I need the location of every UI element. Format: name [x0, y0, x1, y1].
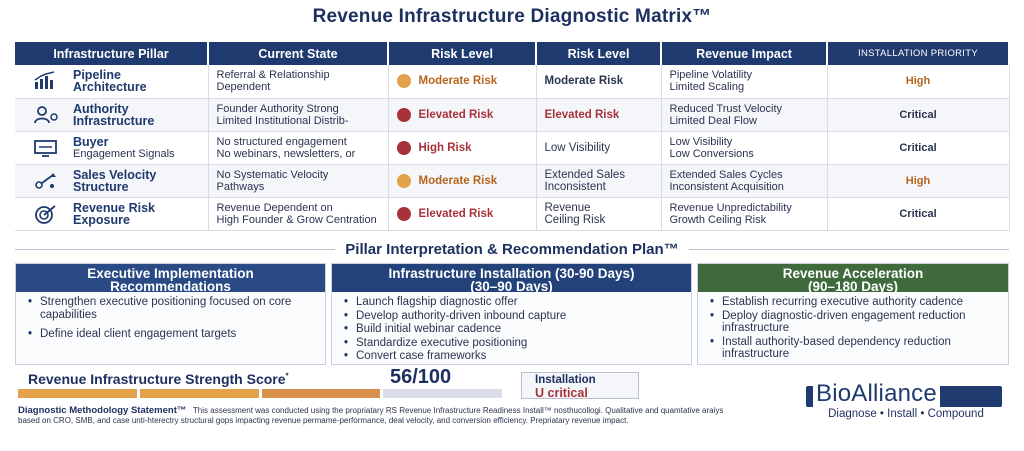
- risk-level-2-cell: [536, 98, 661, 131]
- brand-tagline: Diagnose • Install • Compound: [828, 408, 984, 420]
- risk-label: Elevated Risk: [418, 108, 494, 121]
- list-item: • Standardize executive positioning: [344, 337, 681, 350]
- current-state-cell: [208, 65, 388, 98]
- installation-priority: Critical: [827, 197, 1009, 230]
- table-row: [15, 197, 1009, 230]
- panel-executive-title: Executive Implementation Recommendations: [16, 264, 325, 292]
- installation-value: U critical: [535, 386, 588, 400]
- panel-installation-list: [332, 292, 691, 363]
- plan-title: Pillar Interpretation & Recommendation Plan™: [0, 241, 1024, 258]
- panel-acceleration-title: Revenue Acceleration (90–180 Days): [698, 264, 1008, 292]
- pillar-cell: [15, 131, 208, 164]
- current-state-line-2: No webinars, newsletters, or: [216, 147, 356, 160]
- installation-priority: High: [827, 164, 1009, 197]
- pillar-name: Sales Velocity: [73, 167, 157, 182]
- risk-level-2-line-1: Revenue: [544, 201, 591, 214]
- risk-level-2-cell: [536, 65, 661, 98]
- risk-indicator: [397, 74, 528, 88]
- pillar-cell: [15, 164, 208, 197]
- list-item: • Build initial webinar cadence: [344, 323, 681, 336]
- pillar-cell: [15, 98, 208, 131]
- pillar-name: Revenue Risk: [73, 200, 155, 215]
- revenue-impact-cell: [661, 98, 827, 131]
- score-bar-segment: [262, 389, 381, 398]
- panel-installation: [331, 263, 692, 365]
- pillar-name-wrap: [73, 136, 175, 160]
- pillar-subtitle: Engagement Signals: [73, 147, 175, 160]
- risk-level-2-line-1: Moderate Risk: [544, 75, 624, 88]
- current-state-cell: [208, 164, 388, 197]
- risk-level-cell: [388, 65, 536, 98]
- table-row: [15, 65, 1009, 98]
- pillar-wrap: [23, 136, 200, 160]
- risk-level-cell: [388, 164, 536, 197]
- panel-acceleration-list: [698, 292, 1008, 361]
- impact-line-1: Low Visibility: [669, 135, 733, 148]
- risk-level-2-cell: [536, 164, 661, 197]
- pillar-name-wrap: [73, 202, 155, 226]
- current-state-line-2: Limited Institutional Distrib-: [216, 114, 349, 127]
- pillar-cell: [15, 65, 208, 98]
- panel-acceleration: [697, 263, 1009, 365]
- table-row: [15, 131, 1009, 164]
- risk-dot: [397, 74, 411, 88]
- pillar-name-2: Infrastructure: [73, 113, 155, 128]
- pillar-wrap: [23, 69, 200, 93]
- risk-indicator: [397, 141, 528, 155]
- list-item: • Define ideal client engagement targets: [28, 328, 315, 341]
- pillar-name: Pipeline: [73, 68, 121, 83]
- risk-level-cell: [388, 131, 536, 164]
- panel-installation-title: Infrastructure Installation (30-90 Days) (30–90 Days): [332, 264, 691, 292]
- pillar-name: Authority: [73, 101, 129, 116]
- current-state-line-1: Founder Authority Strong: [216, 102, 339, 115]
- current-state-line-2: High Founder & Grow Centration: [216, 213, 377, 226]
- list-item: • Install authority-based dependency reduction infrastructure: [710, 336, 998, 361]
- current-state-line-1: No Systematic Velocity: [216, 168, 329, 181]
- installation-status-box: [521, 372, 639, 399]
- risk-dot: [397, 174, 411, 188]
- risk-level-2-line-1: Low Visibility: [544, 141, 611, 154]
- pillar-name-2: Exposure: [73, 212, 130, 227]
- risk-level-2-cell: [536, 197, 661, 230]
- table-row: [15, 164, 1009, 197]
- pillar-name-2: Architecture: [73, 80, 147, 95]
- score-value: 56/100: [390, 366, 452, 388]
- revenue-impact-cell: [661, 65, 827, 98]
- risk-label: Elevated Risk: [418, 207, 494, 220]
- risk-indicator: [397, 207, 528, 221]
- installation-priority: Critical: [827, 98, 1009, 131]
- page-title: Revenue Infrastructure Diagnostic Matrix™: [312, 6, 712, 27]
- screen-icon: [31, 136, 61, 160]
- current-state-line-2: Dependent: [216, 81, 271, 94]
- list-item: • Strengthen executive positioning focused on core capabilities: [28, 296, 315, 321]
- list-item: • Convert case frameworks: [344, 350, 681, 363]
- score-label: Revenue Infrastructure Strength Score*: [28, 371, 289, 387]
- score-bar-segment: [140, 389, 259, 398]
- methodology-statement: [18, 406, 738, 426]
- pillar-name: Buyer: [73, 134, 109, 149]
- diagnostic-matrix: [15, 42, 1010, 231]
- installation-label: Installation: [535, 374, 596, 386]
- pillar-wrap: [23, 103, 200, 127]
- impact-line-2: Growth Ceiling Risk: [669, 213, 767, 226]
- risk-dot: [397, 207, 411, 221]
- impact-line-2: Limited Scaling: [669, 81, 745, 94]
- panel-executive-list: [16, 292, 325, 341]
- score-bar-segment: [383, 389, 502, 398]
- header-installation-priority: INSTALLATION PRIORITY: [827, 42, 1009, 65]
- risk-dot: [397, 141, 411, 155]
- risk-label: Moderate Risk: [418, 174, 498, 187]
- list-item: • Develop authority-driven inbound capture: [344, 310, 681, 323]
- bar-chart-icon: [31, 69, 61, 93]
- impact-line-2: Low Conversions: [669, 147, 754, 160]
- impact-line-2: Limited Deal Flow: [669, 114, 757, 127]
- list-item: • Deploy diagnostic-driven engagement reduction infrastructure: [710, 310, 998, 335]
- person-network-icon: [31, 103, 61, 127]
- pillar-name-wrap: [73, 169, 156, 193]
- score-bar-segment: [18, 389, 137, 398]
- risk-dot: [397, 108, 411, 122]
- list-item: • Launch flagship diagnostic offer: [344, 296, 681, 309]
- current-state-line-1: No structured engagement: [216, 135, 347, 148]
- pillar-name-2: Structure: [73, 179, 129, 194]
- table-row: [15, 98, 1009, 131]
- risk-level-2-line-1: Extended Sales: [544, 168, 626, 181]
- velocity-icon: [31, 169, 61, 193]
- current-state-cell: [208, 131, 388, 164]
- current-state-cell: [208, 197, 388, 230]
- list-item: • Establish recurring executive authority cadence: [710, 296, 998, 309]
- risk-level-cell: [388, 197, 536, 230]
- pillar-name-wrap: [73, 69, 147, 93]
- revenue-impact-cell: [661, 197, 827, 230]
- risk-level-2-cell: [536, 131, 661, 164]
- methodology-title: Diagnostic Methodology Statement™: [18, 405, 187, 416]
- risk-indicator: [397, 108, 528, 122]
- installation-priority: Critical: [827, 131, 1009, 164]
- risk-label: High Risk: [418, 141, 472, 154]
- installation-priority: High: [827, 65, 1009, 98]
- current-state-line-1: Revenue Dependent on: [216, 201, 333, 214]
- current-state-cell: [208, 98, 388, 131]
- impact-line-1: Reduced Trust Velocity: [669, 102, 783, 115]
- matrix-header-row: [15, 42, 1009, 65]
- target-icon: [31, 202, 61, 226]
- risk-indicator: [397, 174, 528, 188]
- methodology-text: This assessment was conducted using the propriatary RS Revenue Infrastructure Readiness Install™ nosthucollogi. Qualitative and quamtative araiys based on CRO, SMB, and case unti-hterectry structural gops impacting revenue permame-performance, deal velocity, and conversion efficiency. Prepriatary revenue impact.: [18, 406, 724, 425]
- pillar-wrap: [23, 202, 200, 226]
- header-revenue-impact: Revenue Impact: [661, 42, 827, 65]
- impact-line-1: Extended Sales Cycles: [669, 168, 783, 181]
- current-state-line-2: Pathways: [216, 180, 265, 193]
- risk-level-2-line-1: Elevated Risk: [544, 108, 620, 121]
- impact-line-1: Revenue Unpredictability: [669, 201, 792, 214]
- impact-line-1: Pipeline Volatility: [669, 69, 753, 82]
- revenue-impact-cell: [661, 164, 827, 197]
- current-state-line-1: Referral & Relationship: [216, 69, 330, 82]
- impact-line-2: Inconsistent Acquisition: [669, 180, 784, 193]
- header-pillar: Infrastructure Pillar: [15, 42, 208, 65]
- header-risk-level: Risk Level: [388, 42, 536, 65]
- header-risk-level-2: Risk Level: [536, 42, 661, 65]
- header-current-state: Current State: [208, 42, 388, 65]
- risk-level-2-line-2: Inconsistent: [544, 180, 606, 193]
- risk-label: Moderate Risk: [418, 75, 498, 88]
- brand-logo: BioAlliance: [813, 380, 940, 408]
- risk-level-cell: [388, 98, 536, 131]
- pillar-wrap: [23, 169, 200, 193]
- panel-executive: [15, 263, 326, 365]
- pillar-name-wrap: [73, 103, 154, 127]
- revenue-impact-cell: [661, 131, 827, 164]
- risk-level-2-line-2: Ceiling Risk: [544, 213, 606, 226]
- pillar-cell: [15, 197, 208, 230]
